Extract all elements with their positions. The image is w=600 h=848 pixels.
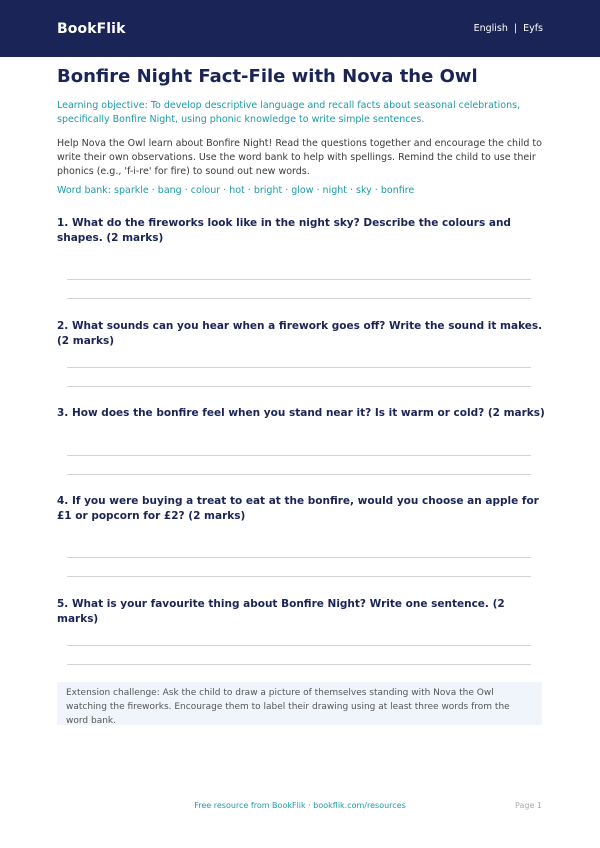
language-label[interactable]: English <box>473 23 508 34</box>
answer-line[interactable] <box>67 455 531 456</box>
answer-line[interactable] <box>67 664 531 665</box>
answer-line[interactable] <box>67 645 531 646</box>
answer-line[interactable] <box>67 279 531 280</box>
answer-line[interactable] <box>67 367 531 368</box>
question-2: 2. What sounds can you hear when a firework goes off? Write the sound it makes. (2 marks) <box>57 320 543 347</box>
question-5: 5. What is your favourite thing about Bonfire Night? Write one sentence. (2 marks) <box>57 598 505 625</box>
separator: | <box>513 23 518 34</box>
answer-line[interactable] <box>67 386 531 387</box>
word-bank: Word bank: sparkle · bang · colour · hot · bright · glow · night · sky · bonfire <box>57 185 415 196</box>
extension-challenge: Extension challenge: Ask the child to draw a picture of themselves standing with Nova the Owl watching the fireworks. Encourage them to label their drawing using at least three words from the word bank. <box>57 682 542 725</box>
answer-line[interactable] <box>67 576 531 577</box>
footer <box>0 801 600 815</box>
header-bar <box>0 0 600 57</box>
brand-logo[interactable]: BookFlik <box>57 20 126 37</box>
answer-line[interactable] <box>67 557 531 558</box>
language-level-selector[interactable] <box>474 23 543 34</box>
question-4: 4. If you were buying a treat to eat at the bonfire, would you choose an apple for £1 or popcorn for £2? (2 marks) <box>57 495 539 522</box>
question-3: 3. How does the bonfire feel when you stand near it? Is it warm or cold? (2 marks) <box>57 407 545 419</box>
level-label[interactable]: Eyfs <box>523 23 543 34</box>
question-1: 1. What do the fireworks look like in the night sky? Describe the colours and shapes. (2 marks) <box>57 217 511 244</box>
page-title: Bonfire Night Fact-File with Nova the Owl <box>57 66 478 87</box>
answer-line[interactable] <box>67 298 531 299</box>
page-number: Page 1 <box>515 801 542 810</box>
footer-resource-link[interactable]: Free resource from BookFlik · bookflik.com/resources <box>194 801 406 810</box>
learning-objective: Learning objective: To develop descriptive language and recall facts about seasonal celebrations, specifically Bonfire Night, using phonic knowledge to write simple sentences. <box>57 100 521 125</box>
answer-line[interactable] <box>67 474 531 475</box>
intro-text: Help Nova the Owl learn about Bonfire Night! Read the questions together and encourage the child to write their own observations. Use the word bank to help with spellings. Remind the child to use their phonics (e.g., 'f-i-re' for fire) to sound out new words. <box>57 138 542 177</box>
